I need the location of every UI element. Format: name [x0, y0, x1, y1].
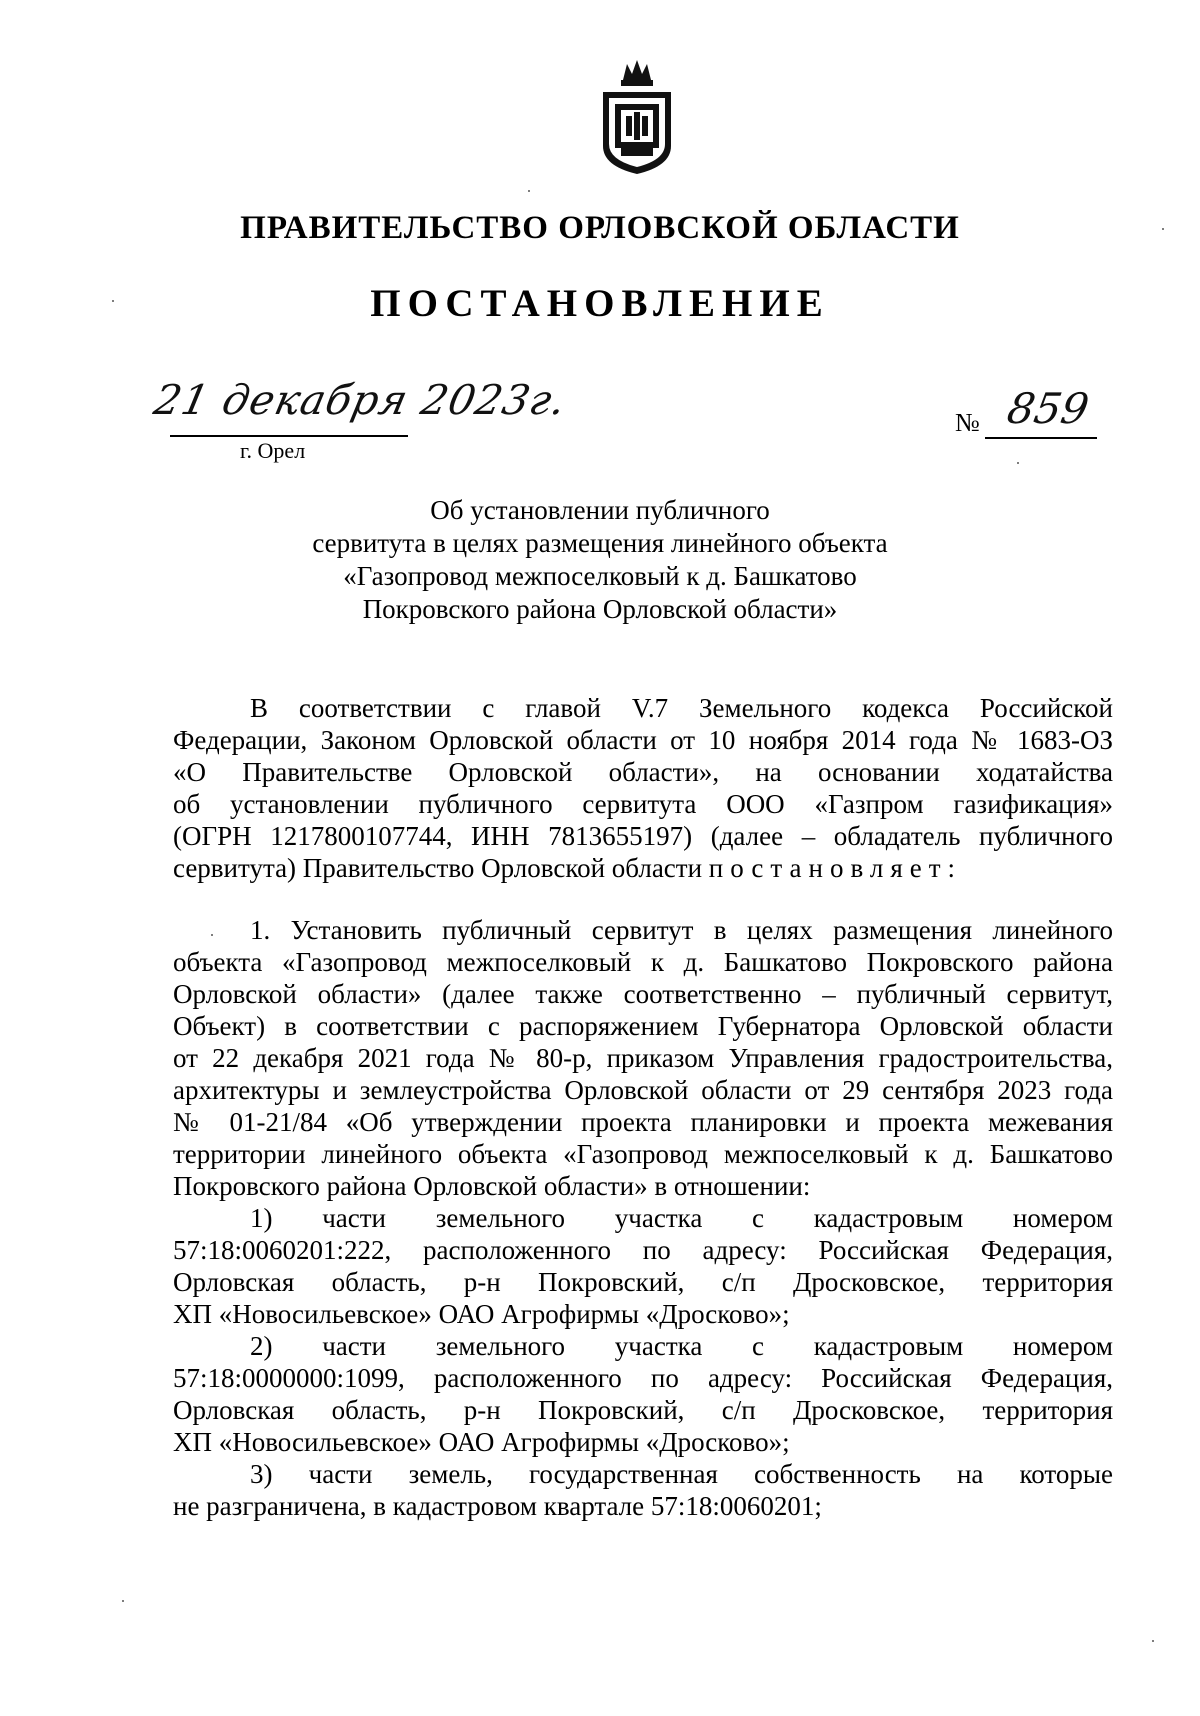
document-type-title: ПОСТАНОВЛЕНИЕ — [370, 282, 830, 325]
body-line: об установлении публичного сервитута ООО «Газпром газификация» — [173, 789, 1113, 819]
city-label: г. Орел — [240, 438, 306, 463]
subitem-line: Орловская область, р-н Покровский, с/п Дросковское, территория — [173, 1395, 1113, 1425]
scan-speck — [528, 190, 530, 192]
body-line: Объект) в соответствии с распоряжением Губернатора Орловской области — [173, 1011, 1113, 1041]
handwritten-document-number: 859 — [1003, 384, 1093, 433]
body-line: от 22 декабря 2021 года № 80-р, приказом Управления градостроительства, — [173, 1043, 1113, 1073]
resolves-word: постановляет: — [708, 853, 963, 883]
document-subject — [0, 494, 1200, 626]
body-line: Федерации, Законом Орловской области от 10 ноября 2014 года № 1683-ОЗ — [173, 725, 1113, 755]
number-underline — [985, 437, 1097, 439]
document-body — [173, 692, 1113, 1522]
subitem-line: 2) части земельного участка с кадастровым номером — [250, 1331, 1113, 1361]
subitem-line: 3) части земель, государственная собственность на которые — [250, 1459, 1113, 1489]
subitem-line: Орловская область, р-н Покровский, с/п Дросковское, территория — [173, 1267, 1113, 1297]
body-line: № 01-21/84 «Об утверждении проекта планировки и проекта межевания — [173, 1107, 1113, 1137]
body-line: Покровского района Орловской области» в отношении: — [173, 1171, 811, 1201]
scan-speck — [1017, 462, 1019, 464]
coat-of-arms-emblem — [593, 58, 681, 178]
subitem-line: 1) части земельного участка с кадастровым номером — [250, 1203, 1113, 1233]
scan-speck — [211, 934, 213, 936]
subitem-line: ХП «Новосильевское» ОАО Агрофирмы «Дросково»; — [173, 1299, 790, 1329]
body-line: Орловской области» (далее также соответственно – публичный сервитут, — [173, 979, 1113, 1009]
subitem-line: ХП «Новосильевское» ОАО Агрофирмы «Дросково»; — [173, 1427, 790, 1457]
body-line: архитектуры и землеустройства Орловской области от 29 сентября 2023 года — [173, 1075, 1113, 1105]
body-line — [173, 852, 1113, 884]
body-line: объекта «Газопровод межпоселковый к д. Башкатово Покровского района — [173, 947, 1113, 977]
body-line: 1. Установить публичный сервитут в целях размещения линейного — [250, 915, 1113, 945]
body-line: (ОГРН 1217800107744, ИНН 7813655197) (далее – обладатель публичного — [173, 821, 1113, 851]
number-sign: № — [955, 408, 980, 437]
subject-line: Покровского района Орловской области» — [362, 594, 838, 624]
scan-speck — [122, 1600, 124, 1602]
subject-line: сервитута в целях размещения линейного объекта — [312, 528, 888, 558]
body-line-text: сервитута) Правительство Орловской области — [173, 853, 709, 883]
organization-title: ПРАВИТЕЛЬСТВО ОРЛОВСКОЙ ОБЛАСТИ — [240, 210, 960, 246]
handwritten-date: 21 декабря 2023г. — [149, 376, 572, 424]
subitem-line: 57:18:0000000:1099, расположенного по адресу: Российская Федерация, — [173, 1363, 1113, 1393]
scan-speck — [1162, 228, 1164, 230]
body-line: территории линейного объекта «Газопровод межпоселковый к д. Башкатово — [173, 1139, 1113, 1169]
date-underline — [170, 435, 408, 437]
scan-speck — [1152, 1640, 1154, 1642]
body-line: В соответствии с главой V.7 Земельного кодекса Российской — [250, 693, 1113, 723]
body-line: «О Правительстве Орловской области», на основании ходатайства — [173, 757, 1113, 787]
scan-speck — [112, 300, 114, 302]
subject-line: Об установлении публичного — [430, 495, 770, 525]
subitem-line: 57:18:0060201:222, расположенного по адресу: Российская Федерация, — [173, 1235, 1113, 1265]
subject-line: «Газопровод межпоселковый к д. Башкатово — [343, 561, 857, 591]
subitem-line: не разграничена, в кадастровом квартале 57:18:0060201; — [173, 1491, 822, 1521]
